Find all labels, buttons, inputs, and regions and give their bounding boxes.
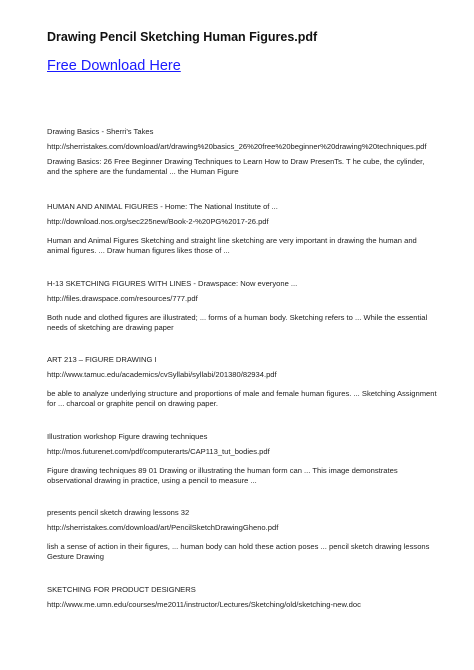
entry-snippet: lish a sense of action in their figures, ... human body can hold these action poses ... pencil sketch drawing lessons Gesture Drawing [47,542,430,562]
entry-url[interactable]: http://sherristakes.com/download/art/drawing%20basics_26%20free%20beginner%20drawing%20techniques.pdf [47,142,427,151]
entry-url[interactable]: http://www.me.umn.edu/courses/me2011/instructor/Lectures/Sketching/old/sketching-new.doc [47,600,361,609]
entry-snippet: Both nude and clothed figures are illustrated; ... forms of a human body. Sketching refers to ... While the essential needs of sketching are drawing paper [47,313,428,333]
entry-title: HUMAN AND ANIMAL FIGURES - Home: The National Institute of ... [47,202,278,211]
entry-url[interactable]: http://www.tamuc.edu/academics/cvSyllabi/syllabi/201380/82934.pdf [47,370,277,379]
entry-url[interactable]: http://mos.futurenet.com/pdf/computerarts/CAP113_tut_bodies.pdf [47,447,270,456]
entry-url[interactable]: http://sherristakes.com/download/art/PencilSketchDrawingGheno.pdf [47,523,279,532]
document-title: Drawing Pencil Sketching Human Figures.pdf [47,30,318,44]
entry-title: H-13 SKETCHING FIGURES WITH LINES - Drawspace: Now everyone ... [47,279,298,288]
entry-snippet: be able to analyze underlying structure and proportions of male and female human figures. ... Sketching Assignment for ... charcoal or graphite pencil on drawing paper. [47,389,437,409]
entry-snippet: Figure drawing techniques 89 01 Drawing or illustrating the human form can ... This image demonstrates observational drawing in practice, using a pencil to measure ... [47,466,398,486]
entry-url[interactable]: http://download.nos.org/sec225new/Book-2-%20PG%2017-26.pdf [47,217,269,226]
entry-title: presents pencil sketch drawing lessons 32 [47,508,190,517]
free-download-link[interactable]: Free Download Here [47,58,181,74]
entry-title: Drawing Basics - Sherri's Takes [47,127,154,136]
entry-snippet: Human and Animal Figures Sketching and straight line sketching are very important in drawing the human and animal figures. ... Draw human figures likes those of ... [47,236,417,256]
entry-url[interactable]: http://files.drawspace.com/resources/777.pdf [47,294,198,303]
entry-snippet: Drawing Basics: 26 Free Beginner Drawing Techniques to Learn How to Draw PresenTs. T he cube, the cylinder, and the sphere are the fundamental ... the Human Figure [47,157,425,177]
entry-title: Illustration workshop Figure drawing techniques [47,432,208,441]
entry-title: SKETCHING FOR PRODUCT DESIGNERS [47,585,196,594]
entry-title: ART 213 – FIGURE DRAWING I [47,355,157,364]
